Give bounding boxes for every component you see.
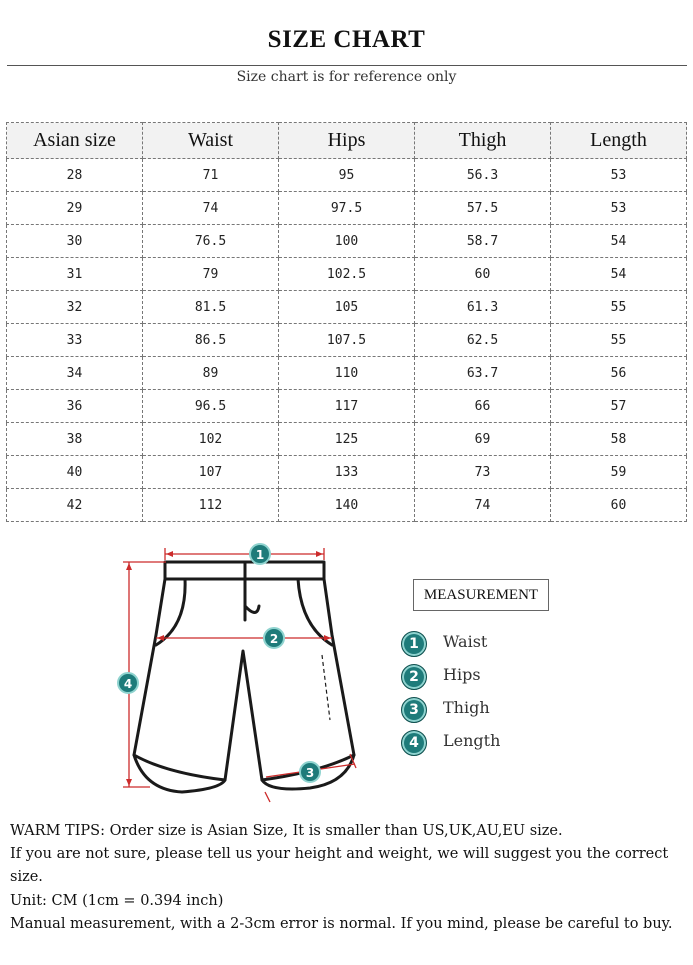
column-header-thigh: Thigh — [415, 123, 551, 159]
cell-length: 54 — [551, 258, 687, 291]
table-row — [7, 192, 687, 225]
cell-waist: 71 — [143, 159, 279, 192]
cell-hips: 125 — [279, 423, 415, 456]
cell-length: 54 — [551, 225, 687, 258]
cell-asian-size: 33 — [7, 324, 143, 357]
marker-2-number: 2 — [269, 632, 279, 646]
table-row — [7, 357, 687, 390]
legend-label-length: Length — [443, 731, 501, 750]
table-row — [7, 456, 687, 489]
warm-tips — [10, 820, 686, 936]
cell-thigh: 63.7 — [415, 357, 551, 390]
cell-thigh: 61.3 — [415, 291, 551, 324]
cell-hips: 100 — [279, 225, 415, 258]
marker-1-badge — [250, 544, 270, 564]
cell-asian-size: 40 — [7, 456, 143, 489]
table-row — [7, 159, 687, 192]
legend-label-hips: Hips — [443, 665, 481, 684]
cell-hips: 97.5 — [279, 192, 415, 225]
size-chart-table — [6, 122, 687, 522]
cell-thigh: 62.5 — [415, 324, 551, 357]
cell-hips: 102.5 — [279, 258, 415, 291]
table-row — [7, 258, 687, 291]
cell-length: 53 — [551, 192, 687, 225]
cell-thigh: 73 — [415, 456, 551, 489]
legend-badge-3: 3 — [401, 697, 427, 723]
cell-length: 60 — [551, 489, 687, 522]
cell-waist: 81.5 — [143, 291, 279, 324]
tip-unit: Unit: CM (1cm = 0.394 inch) — [10, 892, 224, 909]
marker-1-number: 1 — [255, 548, 265, 562]
cell-asian-size: 38 — [7, 423, 143, 456]
cell-waist: 107 — [143, 456, 279, 489]
column-header-hips: Hips — [279, 123, 415, 159]
legend-badge-1: 1 — [401, 631, 427, 657]
page-title: SIZE CHART — [267, 26, 426, 53]
cell-length: 57 — [551, 390, 687, 423]
cell-asian-size: 42 — [7, 489, 143, 522]
marker-3-badge — [300, 762, 320, 782]
cell-thigh: 66 — [415, 390, 551, 423]
table-row — [7, 489, 687, 522]
cell-length: 59 — [551, 456, 687, 489]
cell-hips: 95 — [279, 159, 415, 192]
cell-hips: 140 — [279, 489, 415, 522]
cell-thigh: 57.5 — [415, 192, 551, 225]
column-header-length: Length — [551, 123, 687, 159]
cell-waist: 112 — [143, 489, 279, 522]
cell-waist: 74 — [143, 192, 279, 225]
marker-4-number: 4 — [123, 677, 133, 691]
cell-hips: 110 — [279, 357, 415, 390]
cell-hips: 105 — [279, 291, 415, 324]
cell-asian-size: 30 — [7, 225, 143, 258]
table-row — [7, 324, 687, 357]
title-divider — [7, 65, 687, 66]
cell-thigh: 58.7 — [415, 225, 551, 258]
cell-hips: 117 — [279, 390, 415, 423]
cell-thigh: 74 — [415, 489, 551, 522]
table-row — [7, 423, 687, 456]
marker-3-number: 3 — [305, 766, 315, 780]
cell-length: 53 — [551, 159, 687, 192]
cell-length: 58 — [551, 423, 687, 456]
legend-badge-4: 4 — [401, 730, 427, 756]
cell-waist: 79 — [143, 258, 279, 291]
shorts-outline — [134, 562, 354, 792]
marker-4-badge — [118, 673, 138, 693]
cell-asian-size: 29 — [7, 192, 143, 225]
legend-label-waist: Waist — [443, 632, 488, 651]
measurement-heading: MEASUREMENT — [413, 579, 549, 611]
table-row — [7, 291, 687, 324]
cell-asian-size: 31 — [7, 258, 143, 291]
tip-suggest-size: If you are not sure, please tell us your height and weight, we will suggest you the correct size. — [10, 846, 669, 886]
cell-asian-size: 36 — [7, 390, 143, 423]
cell-asian-size: 28 — [7, 159, 143, 192]
cell-waist: 89 — [143, 357, 279, 390]
marker-2-badge — [264, 628, 284, 648]
table-row — [7, 390, 687, 423]
table-header-row — [7, 123, 687, 159]
shorts-measurement-diagram — [110, 540, 370, 805]
column-header-waist: Waist — [143, 123, 279, 159]
cell-asian-size: 32 — [7, 291, 143, 324]
legend-label-thigh: Thigh — [443, 698, 490, 717]
cell-hips: 107.5 — [279, 324, 415, 357]
cell-thigh: 56.3 — [415, 159, 551, 192]
cell-length: 56 — [551, 357, 687, 390]
cell-waist: 96.5 — [143, 390, 279, 423]
cell-asian-size: 34 — [7, 357, 143, 390]
table-row — [7, 225, 687, 258]
cell-hips: 133 — [279, 456, 415, 489]
cell-thigh: 69 — [415, 423, 551, 456]
pocket-stitch — [322, 655, 330, 720]
cell-length: 55 — [551, 324, 687, 357]
tip-measurement-error: Manual measurement, with a 2-3cm error is normal. If you mind, please be careful to buy. — [10, 915, 673, 932]
column-header-asian-size: Asian size — [7, 123, 143, 159]
cell-length: 55 — [551, 291, 687, 324]
page-subtitle: Size chart is for reference only — [236, 69, 457, 85]
cell-waist: 102 — [143, 423, 279, 456]
cell-waist: 86.5 — [143, 324, 279, 357]
tip-order-size: WARM TIPS: Order size is Asian Size, It is smaller than US,UK,AU,EU size. — [10, 823, 563, 839]
cell-thigh: 60 — [415, 258, 551, 291]
legend-badge-2: 2 — [401, 664, 427, 690]
cell-waist: 76.5 — [143, 225, 279, 258]
